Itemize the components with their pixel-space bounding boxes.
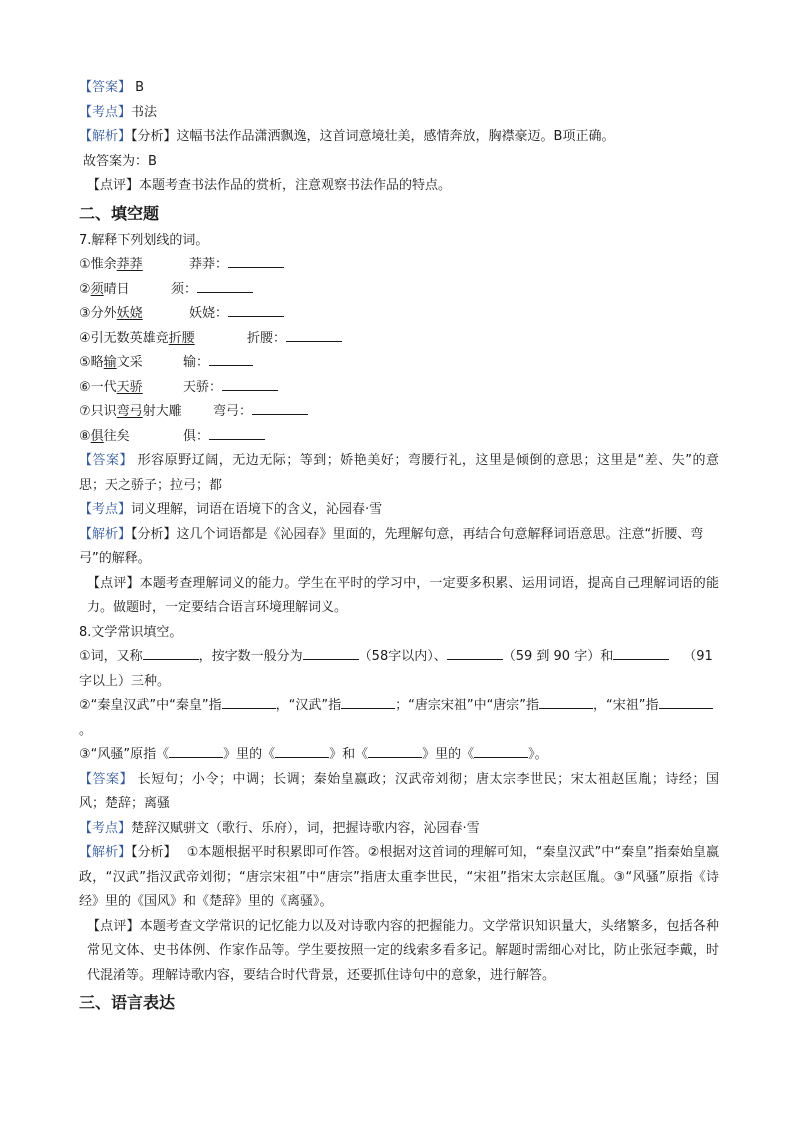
question-7-items	[79, 253, 719, 449]
phrase	[79, 253, 189, 278]
q8-text: ，“宋祖”指	[593, 698, 659, 713]
list-item	[79, 302, 719, 327]
blank-line	[222, 377, 278, 391]
blank-line	[143, 646, 199, 660]
blank-line	[341, 695, 395, 709]
blank-line	[209, 426, 265, 440]
blank-line	[303, 646, 359, 660]
item-number: ④	[79, 330, 91, 346]
q8-text: 》里的《	[223, 747, 276, 762]
phrase	[79, 376, 183, 401]
blank-line	[209, 352, 253, 366]
point-tag: 【考点】	[79, 820, 132, 836]
target-word: 天骄：	[183, 379, 223, 395]
item-number: ①	[79, 257, 91, 272]
blank-line	[286, 328, 342, 342]
blank-line	[447, 646, 503, 660]
item-number: ③	[79, 306, 91, 321]
q8-text: ①词，又称	[79, 649, 143, 664]
list-item	[79, 376, 719, 401]
q8-text: （59 到 90 字）和	[502, 649, 614, 664]
blank-line	[197, 279, 253, 293]
final-answer: 故答案为：B	[83, 153, 157, 169]
item-number: ⑤	[79, 355, 91, 370]
q8-analysis	[79, 841, 719, 915]
target-word: 弯弓：	[213, 404, 253, 419]
phrase	[79, 327, 247, 352]
q8-text: ②“秦皇汉武”中“秦皇”指	[79, 698, 222, 713]
phrase	[79, 425, 183, 450]
comment-text: 本题考查理解词义的能力。学生在平时的学习中，一定要多积累、运用词语，提高自己理解词语的能力。做题时，一定要结合语言环境理解词义。	[87, 575, 719, 615]
phrase	[79, 302, 189, 327]
question-7-title: 7.解释下列划线的词。	[79, 232, 209, 248]
underlined-word: 弯弓	[116, 404, 143, 419]
phrase	[79, 400, 213, 425]
target-word: 妖娆：	[189, 306, 229, 321]
list-item	[79, 351, 719, 376]
phrase-text: 引无数英雄竞	[90, 330, 169, 346]
answer-text: B	[135, 80, 145, 95]
analysis-line	[79, 125, 719, 150]
q8-text: ③“风骚”原指《	[79, 747, 170, 762]
blank-line	[539, 695, 593, 709]
q7-point	[79, 498, 719, 523]
underlined-word: 莽莽	[116, 257, 143, 272]
q8-line-2	[79, 694, 719, 719]
phrase-text: 往矣	[103, 428, 130, 444]
blank-line	[228, 254, 284, 268]
analysis-text: 这几个词语都是《沁园春》里面的，先理解句意，再结合句意解释词语意思。注意“折腰、弯弓”的解释。	[79, 526, 704, 566]
answer-tag: 【答案】	[79, 771, 134, 787]
point-line	[79, 101, 719, 126]
phrase	[79, 278, 171, 303]
item-number: ②	[79, 281, 91, 297]
document-content	[79, 76, 719, 1018]
list-item	[79, 400, 719, 425]
comment-tag: 【点评】	[87, 178, 140, 193]
comment-tag: 【点评】	[87, 575, 140, 591]
q8-text: ，按字数一般分为	[198, 649, 303, 664]
q8-line-1b: 字以上）三种。	[79, 673, 171, 689]
underlined-word: 须	[90, 281, 104, 297]
target-word: 输：	[183, 355, 210, 370]
list-item	[79, 425, 719, 450]
blank-line	[228, 303, 284, 317]
analysis-sub-tag: 【分析】	[131, 526, 177, 542]
q8-text: （91	[683, 649, 713, 664]
analysis-text: 这幅书法作品潇洒飘逸，这首词意境壮美，感情奔放，胸襟豪迈。B项正确。	[176, 129, 615, 144]
q8-comment	[79, 915, 719, 989]
q8-answer	[79, 768, 719, 817]
phrase-text: 晴日	[103, 281, 130, 297]
list-item	[79, 327, 719, 352]
point-tag: 【考点】	[79, 502, 132, 517]
q8-text: 》。	[528, 747, 548, 762]
item-number: ⑦	[79, 404, 91, 419]
underlined-word: 妖娆	[116, 306, 143, 321]
section-heading-3: 三、语言表达	[79, 993, 176, 1012]
answer-text: 长短句；小令；中调；长调；秦始皇嬴政；汉武帝刘彻；唐太宗李世民；宋太祖赵匡胤；诗经；国风；楚辞；离骚	[79, 771, 719, 811]
underlined-word: 俱	[90, 428, 104, 444]
q8-text: （58字以内）、	[358, 649, 447, 664]
underlined-word: 折腰	[168, 330, 195, 346]
blank-line	[659, 695, 713, 709]
list-item	[79, 253, 719, 278]
blank-line	[275, 744, 329, 758]
q8-text: 》里的《	[422, 747, 475, 762]
blank-line	[368, 744, 422, 758]
q7-comment	[79, 572, 719, 621]
phrase-text: 只识	[90, 404, 117, 419]
q7-analysis	[79, 523, 719, 572]
comment-text: 本题考查书法作品的赏析，注意观察书法作品的特点。	[139, 178, 452, 193]
q7-answer	[79, 449, 719, 498]
target-word: 俱：	[183, 428, 210, 444]
blank-line	[222, 695, 276, 709]
phrase-text: 文采	[116, 355, 143, 370]
comment-line	[79, 174, 719, 199]
phrase-text: 略	[90, 355, 104, 370]
phrase-text: 一代	[90, 379, 117, 395]
list-item	[79, 278, 719, 303]
answer-tag: 【答案】	[79, 453, 134, 468]
comment-tag: 【点评】	[87, 918, 140, 934]
point-text: 楚辞汉赋骈文（歌行、乐府），词，把握诗歌内容，沁园春·雪	[131, 820, 480, 836]
q8-text: ；“唐宗宋祖”中“唐宗”指	[395, 698, 540, 713]
q8-point	[79, 817, 719, 842]
analysis-tag: 【解析】	[79, 845, 132, 860]
analysis-tag: 【解析】	[79, 129, 132, 144]
phrase-text: 分外	[90, 306, 117, 321]
q8-line-2b: 。	[79, 722, 93, 738]
phrase-text: 射大雕	[142, 404, 182, 419]
item-number: ⑧	[79, 428, 91, 444]
section-heading-2: 二、填空题	[79, 203, 160, 223]
comment-text: 本题考查文学常识的记忆能力以及对诗歌内容的把握能力。文学常识知识量大，头绪繁多，包括各种常见文体、史书体例、作家作品等。学生要按照一定的线索多看多记。解题时需细心对比，防止张冠李戴，时代混淆等。理解诗歌内容，要结合时代背景，还要抓住诗句中的意象，进行解答。	[87, 918, 719, 983]
analysis-text: ①本题根据平时积累即可作答。②根据对这首词的理解可知，“秦皇汉武”中“秦皇”指秦始皇嬴政，“汉武”指汉武帝刘彻；“唐宗宋祖”中“唐宗”指唐太重李世民，“宋祖”指宋太宗赵匡胤。③“风骚”原指《诗经》里的《国风》和《楚辞》里的《离骚》。	[79, 845, 719, 909]
target-word: 须：	[171, 281, 198, 297]
q8-text: ，“汉武”指	[275, 698, 342, 713]
target-word: 折腰：	[247, 330, 287, 346]
phrase-text: 惟余	[90, 257, 117, 272]
question-8-title: 8.文学常识填空。	[79, 624, 183, 640]
point-text: 书法	[131, 104, 158, 120]
underlined-word: 天骄	[116, 379, 143, 395]
point-tag: 【考点】	[79, 104, 132, 120]
analysis-tag: 【解析】	[79, 526, 132, 542]
answer-text: 形容原野辽阔，无边无际；等到；娇艳美好；弯腰行礼，这里是倾倒的意思；这里是“差、失”的意思；天之骄子；拉弓；都	[79, 453, 719, 493]
underlined-word: 输	[103, 355, 117, 370]
blank-line	[613, 646, 669, 660]
analysis-sub-tag: 【分析】	[131, 845, 177, 860]
blank-line	[474, 744, 528, 758]
answer-tag: 【答案】	[79, 80, 132, 95]
q8-line-1	[79, 645, 719, 670]
blank-line	[252, 401, 308, 415]
q8-text: 》和《	[329, 747, 369, 762]
point-text: 词义理解，词语在语境下的含义，沁园春·雪	[131, 502, 383, 517]
analysis-sub-tag: 【分析】	[131, 129, 177, 144]
answer-line	[79, 76, 719, 101]
blank-line	[169, 744, 223, 758]
q8-line-3	[79, 743, 719, 768]
item-number: ⑥	[79, 379, 91, 395]
target-word: 莽莽：	[189, 257, 229, 272]
phrase	[79, 351, 183, 376]
